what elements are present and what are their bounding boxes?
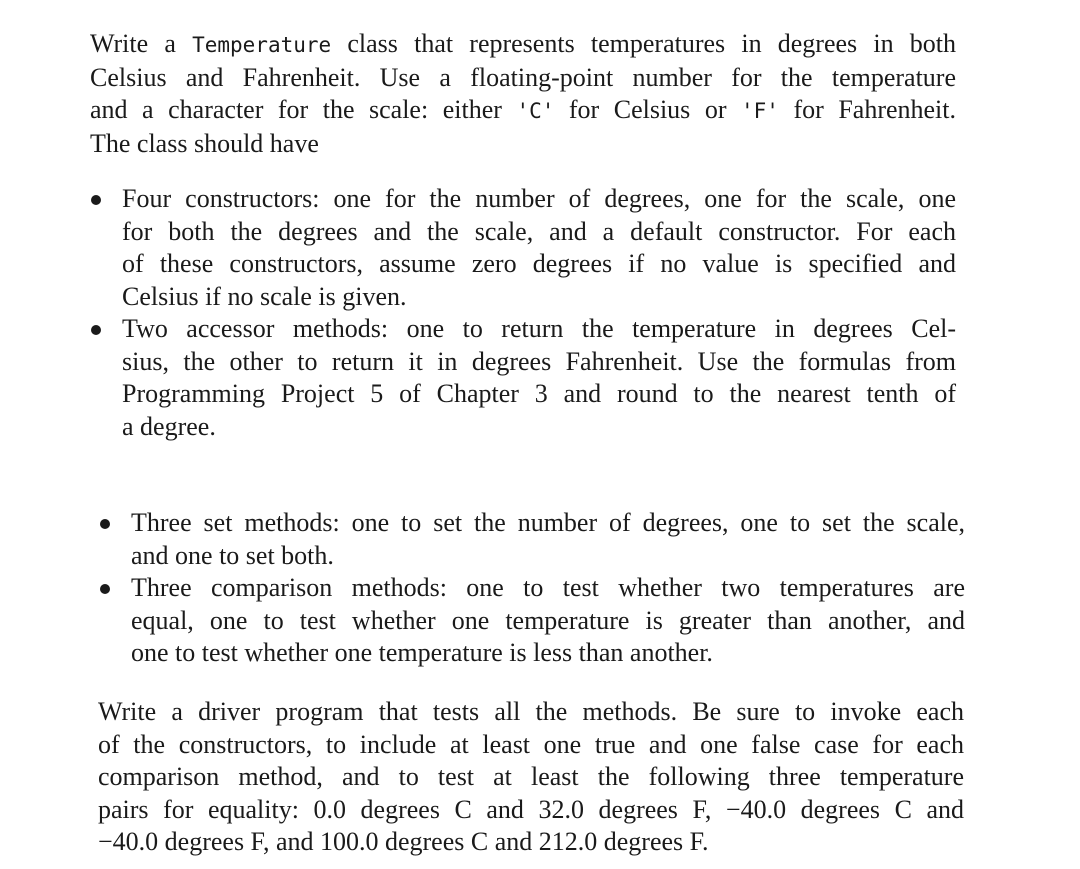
fahrenheit-char-code: 'F' — [741, 99, 779, 123]
class-name-code: Temperature — [192, 33, 332, 57]
intro-line-4: The class should have — [90, 128, 319, 158]
list-item — [122, 313, 956, 443]
driver-line: comparison method, and to test at least the following three temperature — [98, 762, 964, 791]
bullet-line: sius, the other to return it in degrees Fahrenheit. Use the formulas from — [122, 346, 956, 376]
intro-paragraph — [90, 28, 956, 160]
bullet-line: one to test whether one temperature is less than another. — [131, 638, 713, 667]
bullet-list-1 — [122, 183, 956, 443]
bullet-dot-icon — [91, 325, 101, 335]
bullet-dot-icon — [91, 195, 101, 205]
driver-line: Write a driver program that tests all the methods. Be sure to invoke each — [98, 697, 964, 726]
bullet-line: a degree. — [122, 411, 216, 441]
driver-line: −40.0 degrees F, and 100.0 degrees C and 212.0 degrees F. — [98, 827, 709, 856]
bullet-line: for both the degrees and the scale, and a default constructor. For each — [122, 216, 956, 246]
driver-line: of the constructors, to include at least one true and one false case for each — [98, 729, 964, 759]
bullet-line: equal, one to test whether one temperature is greater than another, and — [131, 605, 965, 635]
bullet-dot-icon — [100, 519, 110, 529]
intro-line-3: and a character for the scale: either 'C' for Celsius or 'F' for Fahrenheit. — [90, 95, 956, 124]
bullet-line: Two accessor methods: one to return the temperature in degrees Cel- — [122, 314, 956, 343]
bullet-line: Three comparison methods: one to test whether two temperatures are — [131, 573, 965, 602]
bullet-dot-icon — [100, 584, 110, 594]
driver-paragraph — [98, 696, 964, 859]
bullet-line: of these constructors, assume zero degrees if no value is specified and — [122, 249, 956, 278]
intro-line-1: Write a Temperature class that represents temperatures in degrees in both — [90, 29, 957, 58]
list-item — [122, 183, 956, 313]
bullet-list-2 — [131, 507, 965, 670]
bullet-line: Celsius if no scale is given. — [122, 281, 407, 311]
list-item — [131, 572, 965, 670]
bullet-line: Programming Project 5 of Chapter 3 and round to the nearest tenth of — [122, 379, 956, 408]
bullet-line: and one to set both. — [131, 540, 334, 570]
driver-line: pairs for equality: 0.0 degrees C and 32.0 degrees F, −40.0 degrees C and — [98, 794, 964, 824]
list-item — [131, 507, 965, 572]
bullet-line: Three set methods: one to set the number of degrees, one to set the scale, — [131, 508, 965, 537]
intro-line-2: Celsius and Fahrenheit. Use a floating-point number for the temperature — [90, 62, 956, 92]
bullet-line: Four constructors: one for the number of degrees, one for the scale, one — [122, 184, 956, 213]
celsius-char-code: 'C' — [516, 99, 555, 123]
